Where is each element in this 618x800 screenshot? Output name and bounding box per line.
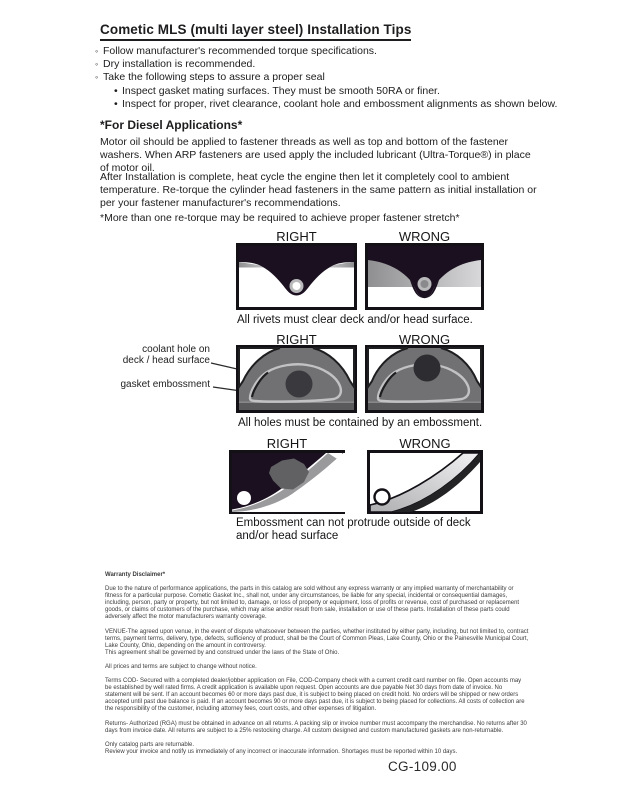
bullet-icon: ◦ — [95, 72, 99, 83]
coolant-hole-pointer-label: coolant hole on deck / head surface — [122, 344, 210, 366]
fig1-wrong-label: WRONG — [398, 229, 451, 244]
retorque-note: *More than one re-torque may be required to achieve proper fastener stretch* — [100, 212, 460, 224]
sub-bullet-icon: • — [114, 84, 118, 97]
gasket-embossment-pointer-label: gasket embossment — [120, 379, 210, 390]
bottom-band — [368, 403, 481, 410]
page-title: Cometic MLS (multi layer steel) Installation Tips — [100, 22, 411, 41]
fig2-right-panel — [236, 345, 357, 413]
fig2-wrong-label: WRONG — [398, 332, 451, 347]
fig3-caption: Embossment can not protrude outside of deck and/or head surface — [236, 517, 471, 542]
fig2-caption: All holes must be contained by an embossment. — [238, 417, 483, 429]
diesel-applications-heading: *For Diesel Applications* — [100, 118, 243, 132]
fig1-right-panel — [236, 243, 357, 310]
list-item — [114, 98, 565, 111]
list-item-text: Inspect for proper, rivet clearance, coolant hole and embossment alignments as shown below. — [122, 97, 558, 110]
list-item — [95, 71, 565, 84]
fig1-right-label: RIGHT — [276, 229, 317, 244]
installation-tips-list — [95, 45, 565, 111]
warranty-disclaimer — [105, 572, 529, 763]
fig3-wrong-label: WRONG — [399, 436, 451, 451]
disclaimer-paragraph: Returns- Authorized (RGA) must be obtained in advance on all returns. A packing slip or invoice number must accompany the merchandise. No returns after 30 days from invoice date. All returns are subject to a 25% restocking charge. All custom designed and custom manufactured gaskets are non-returnable. — [105, 720, 527, 734]
bottom-band — [239, 403, 354, 410]
list-item-text: Inspect gasket mating surfaces. They must be smooth 50RA or finer. — [122, 84, 440, 97]
diesel-paragraph-2: After Installation is complete, heat cycle the engine then let it completely cool to ambient temperature. Re-torque the cylinder head fasteners in the same pattern as initial installation or per your fastener manufacturer's recommendations. — [100, 171, 537, 209]
disclaimer-paragraph: Review your invoice and notify us immediately of any incorrect or inaccurate information. Shortages must be reported within 10 days. — [105, 748, 458, 755]
list-item — [95, 45, 565, 58]
fig3-right-label: RIGHT — [266, 436, 308, 451]
fig3-wrong-panel — [367, 450, 483, 514]
fig1-wrong-panel — [365, 243, 484, 310]
bullet-icon: ◦ — [95, 46, 99, 56]
disclaimer-paragraph: All prices and terms are subject to change without notice. — [105, 663, 257, 670]
bolt-hole — [237, 491, 251, 505]
rivet-center — [293, 282, 301, 290]
disclaimer-paragraph: Due to the nature of performance applications, the parts in this catalog are sold without any express warranty or any implied warranty of merchantability or fitness for a particular purpose. Cometic Gasket Inc., shall not, under any circumstances, be liable for any special, incidental or consequential damages, including, person, party or property, but not limited to, damage, or loss of property or equipment, loss of profits or revenue, cost of purchased or replacement goods, or claims of customers of the purchase, which may arise and/or result from sale, installation or use of these parts. Installation of these parts could adversely affect the motor manufacturers warranty coverage. — [105, 586, 520, 621]
disclaimer-paragraph: Terms COD- Secured with a completed dealer/jobber application on File, COD-Company check with a current credit card number on file. Open accounts may be established by well rated firms. A credit application is available upon request. Open accounts are due payable Net 30 days from date of invoice. No statement will be sent. If an account becomes 60 or more days past due, it is subject to being placed on credit hold. No orders will be shipped or new orders accepted until past due balance is paid. If an account becomes 90 or more days past due, it is subject to being placed for collections. All costs of collection are the responsibility of the customer, including attorney fees, court costs, and other expenses of litigation. — [105, 678, 525, 713]
bullet-icon: ◦ — [95, 59, 99, 70]
disclaimer-paragraph: VENUE-The agreed upon venue, in the event of dispute whatsoever between the parties, whether instituted by either party, including, but not limited to, contract terms, payment terms, delivery, type, defects, sufficiency of product, shall be the Court of Common Pleas, Lake County, Ohio or the Painesville Municipal Court, Lake County, Ohio, depending on the amount in controversy. — [105, 628, 529, 649]
list-item-text: Take the following steps to assure a proper seal — [103, 71, 325, 84]
fig1-caption: All rivets must clear deck and/or head surface. — [237, 314, 473, 326]
disclaimer-paragraph: This agreement shall be governed by and construed under the laws of the State of Ohio. — [105, 649, 340, 656]
fig3-right-panel — [229, 450, 345, 514]
disclaimer-heading: Warranty Disclaimer* — [105, 572, 166, 578]
sub-bullet-icon: • — [114, 97, 118, 110]
fig2-right-label: RIGHT — [276, 332, 317, 347]
disclaimer-paragraph: Only catalog parts are returnable. — [105, 741, 195, 748]
fig2-wrong-panel — [365, 345, 484, 413]
list-item-text: Follow manufacturer's recommended torque specifications. — [103, 45, 377, 57]
rivet-center — [421, 280, 429, 288]
diesel-paragraph-1: Motor oil should be applied to fastener threads as well as top and bottom of the fastener washers. When ARP fasteners are used apply the included lubricant (Ultra-Torque®) in place of motor oil. — [100, 136, 531, 174]
coolant-hole — [414, 355, 441, 382]
list-item — [114, 85, 565, 98]
list-item — [95, 58, 565, 71]
bolt-hole — [375, 490, 390, 505]
coolant-hole — [286, 371, 313, 398]
list-item-text: Dry installation is recommended. — [103, 58, 256, 71]
catalog-page-code: CG-109.00 — [388, 759, 457, 774]
